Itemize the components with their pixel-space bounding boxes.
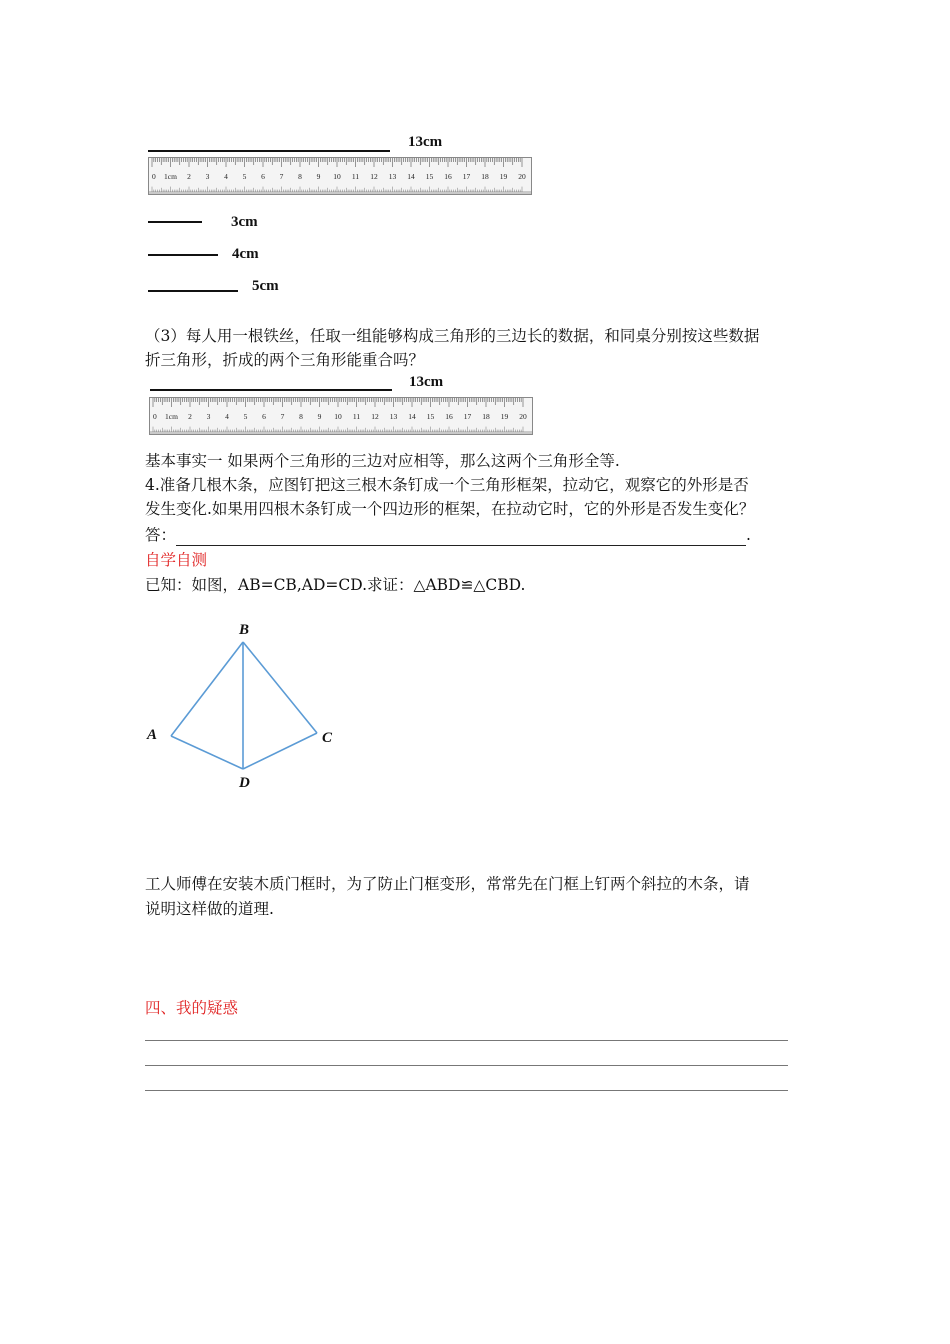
ruler-number: 17: [462, 172, 471, 181]
figure-label-c: C: [322, 730, 333, 746]
q4-line1: 4.准备几根木条，应图钉把这三根木条钉成一个三角形框架，拉动它，观察它的外形是否: [145, 476, 749, 494]
ruler-number: 5: [243, 412, 248, 421]
doubts-heading: 四、我的疑惑: [145, 999, 239, 1017]
ruler-top: [148, 157, 532, 195]
ruler-number: 12: [371, 412, 379, 421]
ruler-number: 20: [519, 412, 527, 421]
ruler-number: 18: [481, 172, 489, 181]
edge-AB: [171, 642, 243, 736]
figure-label-b: B: [239, 622, 250, 638]
edge-BC: [243, 642, 317, 733]
ruler-number: 9: [317, 412, 322, 421]
segment-3cm: [148, 221, 202, 223]
ruler-number: 15: [426, 412, 435, 421]
worker-line1: 工人师傅在安装木质门框时，为了防止门框变形，常常先在门框上钉两个斜拉的木条，请: [145, 875, 750, 893]
quadrilateral-figure: [140, 615, 340, 795]
ruler-number: 11: [351, 172, 360, 181]
figure-label-a: A: [147, 727, 158, 743]
ruler-number: 13: [388, 172, 397, 181]
ruler-number: 19: [500, 412, 509, 421]
ruler-number: 20: [518, 172, 526, 181]
ruler-number: 18: [482, 412, 490, 421]
ruler-bottom-scale: [150, 398, 532, 434]
ruler-number: 1cm: [164, 172, 177, 181]
ruler-number: 9: [316, 172, 321, 181]
ruler-number: 6: [261, 172, 265, 181]
doubts-answer-line-3[interactable]: [145, 1090, 788, 1091]
q4-answer-row: [145, 524, 751, 546]
q4-answer-label: 答：: [145, 526, 177, 544]
ruler-number: 11: [352, 412, 361, 421]
q3-line1: （3）每人用一根铁丝，任取一组能够构成三角形的三边长的数据，和同桌分别按这些数据: [145, 327, 760, 345]
ruler-number: 10: [334, 412, 342, 421]
segment-4cm: [148, 254, 218, 256]
ruler-number: 6: [262, 412, 266, 421]
ruler-number: 8: [299, 412, 303, 421]
ruler-number: 12: [370, 172, 378, 181]
worker-line2: 说明这样做的道理.: [145, 900, 274, 918]
ruler-bottom: [149, 397, 533, 435]
ruler-number: 5: [242, 172, 247, 181]
segment-13cm-bottom-label: 13cm: [409, 374, 444, 390]
segment-3cm-label: 3cm: [231, 214, 258, 230]
ruler-number: 14: [408, 412, 416, 421]
ruler-number: 15: [425, 172, 434, 181]
basic-fact: 基本事实一 如果两个三角形的三边对应相等，那么这两个三角形全等.: [145, 452, 620, 470]
ruler-number: 1cm: [165, 412, 178, 421]
ruler-number: 13: [389, 412, 398, 421]
ruler-number: 7: [280, 412, 285, 421]
ruler-number: 0: [153, 412, 157, 421]
figure-label-d: D: [239, 775, 250, 791]
self-test-heading: 自学自测: [145, 551, 208, 569]
ruler-top-scale: [149, 158, 531, 194]
ruler-number: 0: [152, 172, 156, 181]
q4-answer-blank[interactable]: [176, 529, 746, 546]
q4-answer-end: .: [746, 526, 751, 544]
q4-line2: 发生变化.如果用四根木条钉成一个四边形的框架，在拉动它时，它的外形是否发生变化？: [145, 500, 755, 518]
ruler-number: 19: [499, 172, 508, 181]
doubts-answer-line-1[interactable]: [145, 1040, 788, 1041]
segment-13cm-top-label: 13cm: [408, 134, 443, 150]
ruler-number: 8: [298, 172, 302, 181]
segment-13cm-top: [148, 150, 390, 152]
segment-5cm: [148, 290, 238, 292]
segment-13cm-bottom: [150, 389, 392, 391]
ruler-number: 17: [463, 412, 472, 421]
doubts-answer-line-2[interactable]: [145, 1065, 788, 1066]
ruler-number: 4: [225, 412, 229, 421]
ruler-number: 2: [188, 412, 192, 421]
ruler-number: 7: [279, 172, 284, 181]
ruler-number: 4: [224, 172, 228, 181]
segment-5cm-label: 5cm: [252, 278, 279, 294]
edge-CD: [243, 733, 317, 769]
ruler-number: 14: [407, 172, 415, 181]
ruler-number: 2: [187, 172, 191, 181]
q3-line2: 折三角形，折成的两个三角形能重合吗？: [145, 351, 425, 369]
ruler-number: 16: [445, 412, 453, 421]
edge-DA: [171, 736, 243, 769]
ruler-number: 16: [444, 172, 452, 181]
ruler-number: 10: [333, 172, 341, 181]
self-test-problem: 已知：如图，AB=CB,AD=CD.求证：△ABD≌△CBD.: [145, 576, 526, 594]
ruler-number: 3: [206, 412, 211, 421]
segment-4cm-label: 4cm: [232, 246, 259, 262]
ruler-number: 3: [205, 172, 210, 181]
